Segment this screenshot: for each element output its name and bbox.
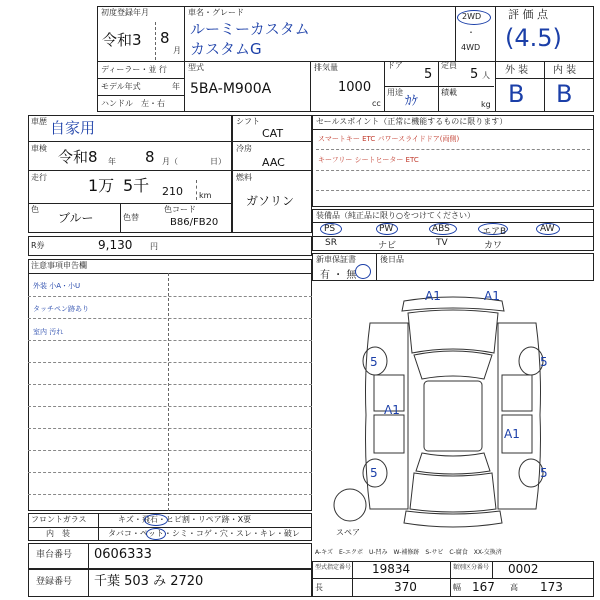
sales-line: スマートキー ETC パワースライドドア(両側): [318, 135, 460, 143]
displacement-unit: cc: [372, 99, 381, 108]
capacity-unit: 人: [482, 71, 490, 80]
loading-unit: kg: [481, 100, 491, 109]
cert-label: 型式指定番号: [315, 564, 352, 571]
plate-label: 登録番号: [36, 577, 73, 587]
sales-label: セールスポイント（正常に機能するものに限ります）: [316, 117, 508, 126]
class-value: 0002: [508, 562, 539, 576]
inspection-month-unit: 月（: [162, 157, 178, 166]
mileage-unit: km: [199, 191, 212, 200]
interior-grade: B: [556, 80, 573, 108]
fuel-label: 燃料: [236, 173, 252, 182]
interior-cond-label: 内 装: [46, 529, 70, 538]
equip-abs: ABS: [432, 224, 450, 234]
car-diagram: [312, 283, 594, 541]
interior-label: 内 装: [553, 65, 577, 76]
first-reg-month-unit: 月: [173, 46, 181, 55]
height-label: 高: [510, 583, 518, 592]
model-year-label: モデル年式: [101, 82, 141, 91]
glass-options: キズ・飛石・ヒビ割・リペア跡・X要: [118, 515, 252, 524]
inspection-month: 8: [145, 148, 155, 166]
plate-value: 千葉 503 み 2720: [94, 574, 204, 589]
later-label: 後日品: [380, 255, 404, 264]
recycle-unit: 円: [150, 242, 158, 251]
recycle-label: R券: [31, 241, 45, 250]
spare-label: スペア: [336, 528, 360, 537]
mileage-label: 走行: [31, 173, 47, 182]
inspection-day-unit: 日）: [210, 157, 226, 166]
class-label: 類別区分番号: [453, 564, 490, 571]
first-reg-era: 令和3: [102, 31, 142, 49]
fuel-value: ガソリン: [246, 194, 295, 208]
rating-value: (4.5): [505, 24, 562, 52]
first-reg-month: 8: [160, 29, 170, 47]
exterior-label: 外 装: [505, 65, 529, 76]
note-line: 室内 汚れ: [33, 328, 64, 336]
width-label: 幅: [453, 583, 461, 592]
equip-navi: ナビ: [378, 241, 397, 251]
length-value: 370: [394, 580, 417, 594]
car-name: ルーミーカスタム: [190, 20, 310, 38]
shift-label: シフト: [236, 117, 260, 126]
chassis-label: 車台番号: [36, 550, 73, 560]
chassis-value: 0606333: [94, 547, 152, 562]
equip-pw: PW: [379, 224, 394, 234]
equip-ps: PS: [324, 224, 336, 234]
loading-label: 積載: [441, 88, 457, 97]
first-reg-label: 初度登録年月: [101, 8, 149, 17]
car-name-label: 車名・グレード: [188, 8, 244, 17]
model-year-unit: 年: [172, 82, 180, 91]
mileage-sen: 5千: [123, 176, 150, 195]
usage-label: 用途: [387, 88, 403, 97]
warranty-circle: [355, 264, 371, 279]
interior-options: タバコ・ペット・シミ・コゲ・穴・スレ・キレ・破レ: [108, 529, 300, 538]
equip-sr: SR: [325, 238, 337, 248]
color-code: B86/FB20: [170, 217, 219, 228]
door-label: ドア: [387, 61, 403, 70]
displacement-value: 1000: [338, 80, 372, 95]
color-value: ブルー: [58, 211, 94, 225]
notes-label: 注意事項申告欄: [31, 261, 87, 270]
mileage-man: 1万: [88, 176, 115, 195]
capacity-label: 定員: [441, 61, 457, 70]
height-value: 173: [540, 580, 563, 594]
capacity-value: 5: [470, 67, 479, 82]
warranty-label: 新車保証書: [316, 255, 356, 264]
damage-mark: A1: [384, 403, 400, 417]
drive-dot: ・: [467, 28, 475, 37]
color-code-label: 色コード: [164, 205, 196, 214]
ac-label: 冷房: [236, 144, 252, 153]
cert-value: 19834: [372, 562, 411, 576]
shift-value: CAT: [262, 127, 284, 140]
equip-leather: カワ: [484, 241, 503, 251]
drive-2wd: 2WD: [462, 12, 482, 21]
sales-line: キーフリー シートヒーター ETC: [318, 156, 419, 164]
note-line: 外装 小A・小U: [33, 282, 81, 290]
ac-value: AAC: [262, 156, 285, 169]
interior-circle: [146, 528, 166, 540]
color-change-label: 色替: [123, 213, 139, 222]
length-label: 長: [315, 583, 323, 592]
dealer-label: ディーラー・並 行: [101, 65, 167, 74]
warranty-value: 有 ・ 無: [320, 270, 357, 281]
damage-mark: 5: [540, 466, 548, 480]
equip-aw: AW: [540, 224, 555, 234]
damage-mark: A1: [504, 427, 520, 441]
damage-mark: A1: [425, 289, 441, 303]
car-grade: カスタムG: [190, 40, 262, 58]
inspection-era: 令和8: [58, 148, 98, 166]
color-label: 色: [31, 205, 39, 214]
drive-4wd: 4WD: [461, 43, 481, 52]
recycle-frame: [28, 236, 312, 256]
glass-label: フロントガラス: [31, 515, 87, 524]
inspection-year-unit: 年: [108, 157, 116, 166]
displacement-label: 排気量: [314, 63, 338, 72]
damage-legend: A-キズ E-エクボ U-凹み W-補修跡 S-サビ C-腐食 XX-交換済: [315, 549, 502, 556]
handle-label: ハンドル 左・右: [101, 99, 165, 108]
category-label: 車歴: [31, 117, 47, 126]
type-label: 型式: [188, 63, 204, 72]
equipment-label: 装備品（純正品に限り○をつけてください）: [316, 211, 475, 220]
equip-airbag: エアB: [482, 227, 507, 237]
damage-mark: 5: [370, 466, 378, 480]
door-value: 5: [424, 67, 433, 82]
note-line: タッチペン跡あり: [33, 305, 89, 313]
recycle-value: 9,130: [98, 238, 133, 252]
damage-mark: A1: [484, 289, 500, 303]
width-value: 167: [472, 580, 495, 594]
exterior-grade: B: [508, 80, 525, 108]
usage-value: ｶｹ: [405, 94, 418, 109]
inspection-label: 車検: [31, 144, 47, 153]
category-value: 自家用: [50, 119, 96, 137]
equip-tv: TV: [436, 238, 448, 248]
damage-mark: 5: [370, 355, 378, 369]
rating-label: 評 価 点: [508, 8, 548, 21]
type-value: 5BA-M900A: [190, 81, 272, 97]
damage-mark: 5: [540, 355, 548, 369]
glass-circle: [144, 514, 168, 526]
mileage-rest: 210: [162, 185, 183, 198]
